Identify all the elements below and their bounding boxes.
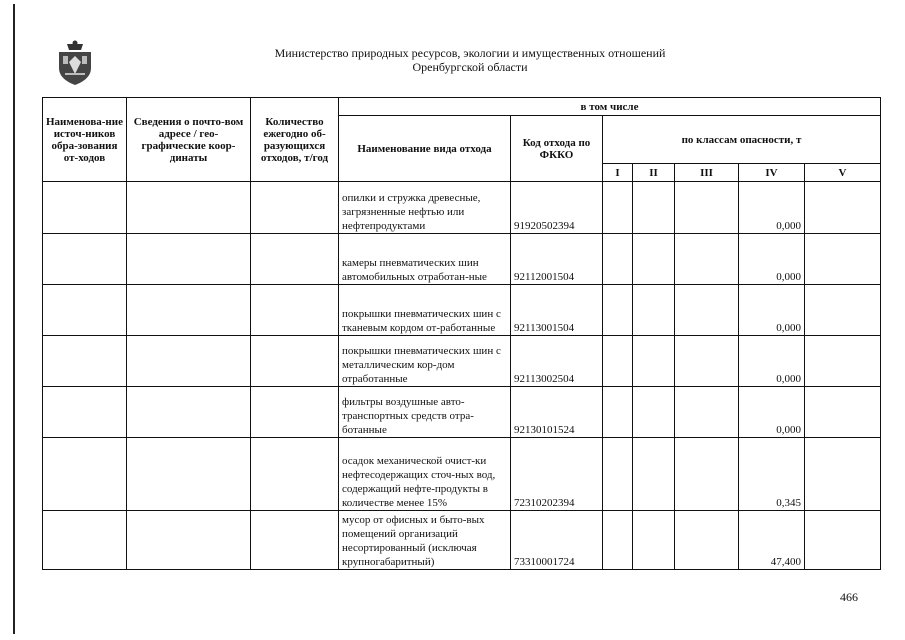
class-iv-value: 0,345 bbox=[739, 438, 805, 511]
table-row bbox=[43, 336, 881, 387]
coat-of-arms-icon bbox=[55, 40, 95, 86]
waste-code: 72310202394 bbox=[511, 438, 603, 511]
class-iv-value: 47,400 bbox=[739, 511, 805, 570]
header-including: в том числе bbox=[339, 98, 881, 116]
table-row bbox=[43, 234, 881, 285]
class-iv-value: 0,000 bbox=[739, 182, 805, 234]
waste-name: фильтры воздушные авто-транспортных средств отра-ботанные bbox=[339, 387, 511, 438]
class-iv-value: 0,000 bbox=[739, 336, 805, 387]
waste-code: 92130101524 bbox=[511, 387, 603, 438]
header-class-ii: II bbox=[633, 164, 675, 182]
header-class-iii: III bbox=[675, 164, 739, 182]
header-code: Код отхода по ФККО bbox=[511, 116, 603, 182]
table-row bbox=[43, 511, 881, 570]
waste-code: 92112001504 bbox=[511, 234, 603, 285]
waste-name: осадок механической очист-ки нефтесодержащих сточ-ных вод, содержащий нефте-продукты в количестве менее 15% bbox=[339, 438, 511, 511]
class-iv-value: 0,000 bbox=[739, 285, 805, 336]
waste-code: 91920502394 bbox=[511, 182, 603, 234]
header-waste-type: Наименование вида отхода bbox=[339, 116, 511, 182]
ministry-title: Министерство природных ресурсов, экологии и имущественных отношений bbox=[274, 46, 666, 60]
ministry-header bbox=[200, 46, 740, 74]
waste-name: опилки и стружка древесные, загрязненные нефтью или нефтепродуктами bbox=[339, 182, 511, 234]
table-row bbox=[43, 387, 881, 438]
table-row bbox=[43, 285, 881, 336]
table-row bbox=[43, 182, 881, 234]
waste-name: покрышки пневматических шин с металлическим кор-дом отработанные bbox=[339, 336, 511, 387]
ministry-region: Оренбургской области bbox=[412, 60, 528, 74]
table-row bbox=[43, 438, 881, 511]
header-source-name: Наименова-ние источ-ников обра-зования от-ходов bbox=[43, 98, 127, 182]
waste-name: покрышки пневматических шин с тканевым кордом от-работанные bbox=[339, 285, 511, 336]
waste-table bbox=[42, 97, 881, 570]
header-class-i: I bbox=[603, 164, 633, 182]
waste-code: 73310001724 bbox=[511, 511, 603, 570]
class-iv-value: 0,000 bbox=[739, 387, 805, 438]
header-class-iv: IV bbox=[739, 164, 805, 182]
class-iv-value: 0,000 bbox=[739, 234, 805, 285]
header-address: Сведения о почто-вом адресе / гео-графические коор-динаты bbox=[127, 98, 251, 182]
page-number: 466 bbox=[840, 590, 858, 604]
header-quantity: Количество ежегодно об-разующихся отходов, т/год bbox=[251, 98, 339, 182]
waste-code: 92113001504 bbox=[511, 285, 603, 336]
scan-edge-line bbox=[13, 4, 15, 634]
header-class-v: V bbox=[805, 164, 881, 182]
waste-name: камеры пневматических шин автомобильных отработан-ные bbox=[339, 234, 511, 285]
waste-name: мусор от офисных и быто-вых помещений организаций несортированный (исключая крупногабаритный) bbox=[339, 511, 511, 570]
waste-code: 92113002504 bbox=[511, 336, 603, 387]
header-hazard: по классам опасности, т bbox=[603, 116, 881, 164]
